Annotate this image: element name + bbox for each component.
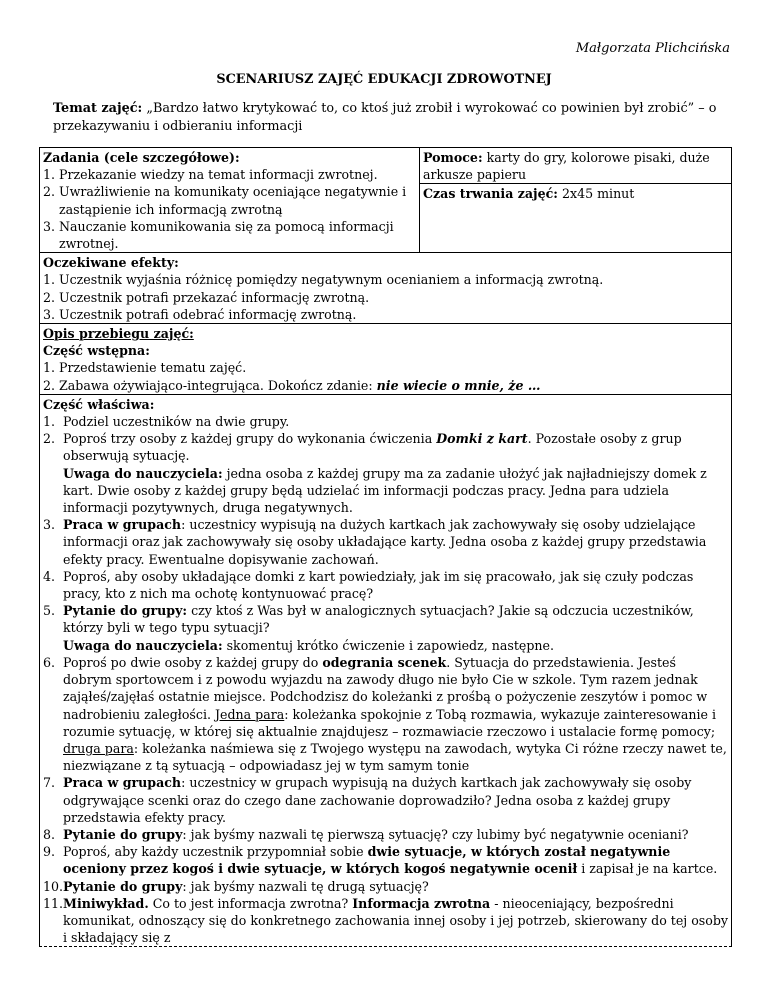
main-row	[39, 395, 732, 948]
aids-cell	[420, 148, 731, 252]
course-heading: Opis przebiegu zajęć:	[43, 326, 194, 342]
topic-label: Temat zajęć:	[53, 101, 143, 116]
effect-item: 2. Uczestnik potrafi przekazać informację zwrotną.	[43, 289, 370, 305]
main-item: 11. Miniwykład. Co to jest informacja zwrotna? Informacja zwrotna - nieoceniający, bezpośredni komunikat, odnoszący się do konkretnego zachowania innej osoby i jej potrzeb, skierowany do tej osoby i składający się z	[43, 895, 729, 946]
scenario-table	[39, 147, 732, 947]
tasks-heading: Zadania (cele szczegółowe):	[43, 150, 240, 165]
tasks-cell	[40, 148, 420, 252]
goals-row	[39, 147, 732, 253]
main-item: 8. Pytanie do grupy: jak byśmy nazwali tę pierwszą sytuację? czy lubimy być negatywnie oceniani?	[43, 826, 689, 842]
topic-text: „Bardzo łatwo krytykować to, co ktoś już zrobił i wyrokować co powinien był zrobić” – o przekazywaniu i odbieraniu informacji	[53, 101, 717, 134]
intro-row	[39, 324, 732, 395]
aids: Pomoce: karty do gry, kolorowe pisaki, duże arkusze papieru	[420, 148, 731, 184]
document-title: SCENARIUSZ ZAJĘĆ EDUKACJI ZDROWOTNEJ	[216, 72, 552, 87]
author-name: Małgorzata Plichcińska	[575, 41, 730, 56]
intro-item: 1. Przedstawienie tematu zajęć.	[43, 360, 247, 376]
topic	[53, 100, 733, 136]
intro-item: 2. Zabawa ożywiająco-integrująca. Dokończ zdanie: nie wiecie o mnie, że …	[43, 377, 541, 393]
effects-heading: Oczekiwane efekty:	[43, 255, 179, 271]
main-item: 5. Pytanie do grupy: czy ktoś z Was był w analogicznych sytuacjach? Jakie są odczucia uczestników, którzy byli w tego typu sytuacji? Uwaga do nauczyciela: skomentuj krótko ćwiczenie i zapowiedz, następne.	[43, 603, 694, 653]
task-item: 2. Uwrażliwienie na komunikaty oceniające negatywnie i zastąpienie ich informacją zwrotną	[43, 184, 407, 217]
main-item: 1. Podziel uczestników na dwie grupy.	[43, 414, 290, 430]
main-item: 3. Praca w grupach: uczestnicy wypisują na dużych kartkach jak zachowywały się osoby udzielające informacji oraz jak zachowywały się osoby układające karty. Jedna osoba z każdej grupy przedstawia efekty pracy. Ewentualne dopisywanie zachowań.	[43, 517, 707, 567]
effect-item: 1. Uczestnik wyjaśnia różnicę pomiędzy negatywnym ocenianiem a informacją zwrotną.	[43, 272, 604, 288]
main-item: 10. Pytanie do grupy: jak byśmy nazwali tę drugą sytuację?	[43, 878, 429, 894]
task-item: 3. Nauczanie komunikowania się za pomocą informacji zwrotnej.	[43, 218, 394, 252]
main-item: 7. Praca w grupach: uczestnicy w grupach wypisują na dużych kartkach jak zachowywały się osoby odgrywające scenki oraz do czego dane zachowanie doprowadziło? Jedna osoba z każdej grupy przedstawia efekty pracy.	[43, 775, 692, 825]
main-item: 9. Poproś, aby każdy uczestnik przypomniał sobie dwie sytuacje, w których został negatywnie oceniony przez kogoś i dwie sytuacje, w których kogoś negatywnie ocenił i zapisał je na kartce.	[43, 844, 718, 877]
main-item: 2. Poproś trzy osoby z każdej grupy do wykonania ćwiczenia Domki z kart. Pozostałe osoby z grup obserwują sytuację. Uwaga do nauczyciela: jedna osoba z każdej grupy ma za zadanie ułożyć jak najładniejszy domek z kart. Dwie osoby z każdej grupy będą udzielać im informacji podczas pracy. Jedna para udziela informacji pozytywnych, druga negatywnych.	[43, 431, 707, 516]
effect-item: 3. Uczestnik potrafi odebrać informację zwrotną.	[43, 306, 357, 322]
task-item: 1. Przekazanie wiedzy na temat informacji zwrotnej.	[43, 167, 378, 183]
duration: Czas trwania zajęć: 2x45 minut	[423, 186, 635, 202]
main-item: 4. Poproś, aby osoby układające domki z kart powiedziały, jak im się pracowało, jak się czuły podczas pracy, kto z nich ma ochotę kontynuować pracę?	[43, 568, 694, 602]
main-heading: Część właściwa:	[43, 396, 155, 412]
effects-row	[39, 253, 732, 324]
main-item: 6. Poproś po dwie osoby z każdej grupy do odegrania scenek. Sytuacja do przedstawienia. Jesteś dobrym sportowcem i z powodu wyjazdu na zawody długo nie było Cie w szkole. Tym razem jednak zająłeś/zajęłaś ostatnie miejsce. Podchodzisz do koleżanki z prośbą o pożyczenie zeszytów i pomoc w nadrobieniu zaległości. Jedna para: koleżanka spokojnie z Tobą rozmawia, wykazuje zainteresowanie i rozumie sytuację, w której się aktualnie znajdujesz – rozmawiacie rzeczowo i ustalacie formę pomocy; druga para: koleżanka naśmiewa się z Twojego występu na zawodach, wytyka Ci różne rzeczy nawet te, niezwiązane z tą sytuacją – odpowiadasz jej w tym samym tonie	[43, 654, 727, 774]
intro-heading: Część wstępna:	[43, 343, 150, 359]
